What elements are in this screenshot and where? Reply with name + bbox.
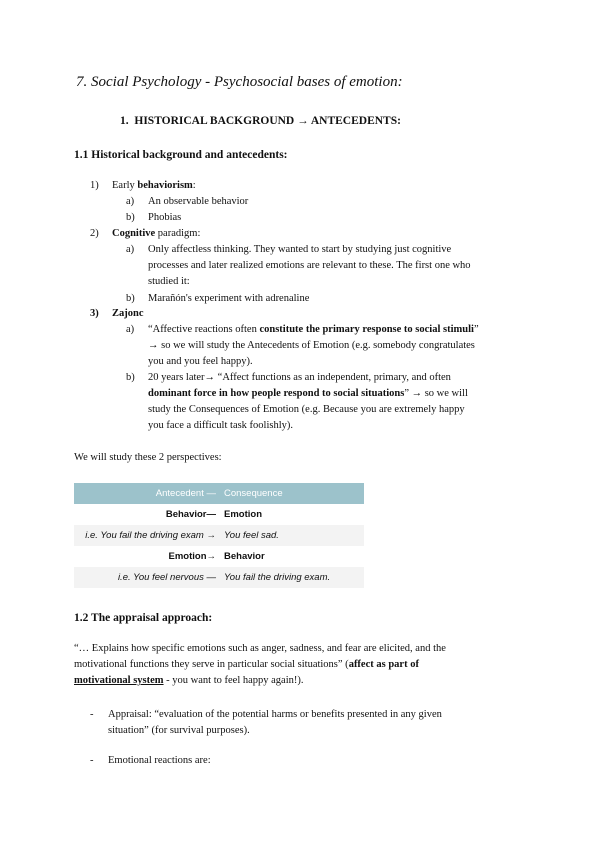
quote-line-2-bold: affect as part of bbox=[348, 659, 419, 670]
list-item-2 bbox=[90, 226, 200, 242]
list-item-1-bold: behaviorism bbox=[137, 180, 193, 191]
list-item-3a-letter: a) bbox=[126, 324, 135, 335]
list-item-2b-letter: b) bbox=[126, 293, 135, 304]
list-item-1b-text: Phobias bbox=[148, 212, 182, 223]
table-row bbox=[74, 525, 364, 546]
perspectives-intro: We will study these 2 perspectives: bbox=[74, 452, 222, 463]
list-item-3a-bold: constitute the primary response to social stimuli bbox=[259, 324, 474, 335]
list-item-1a-letter: a) bbox=[126, 196, 135, 207]
list-item-2a-line-1: Only affectless thinking. They wanted to start by studying just cognitive bbox=[148, 244, 452, 255]
list-item-3b-post: ” → so we will bbox=[404, 388, 468, 399]
table-cell: You fail the driving exam. bbox=[220, 567, 364, 588]
table-header-right: Consequence bbox=[220, 483, 364, 504]
list-item-2-post: paradigm: bbox=[155, 228, 201, 239]
list-item-3 bbox=[90, 306, 144, 322]
list-item-3b-line-3: study the Consequences of Emotion (e.g. Because you are extremely happy bbox=[148, 404, 465, 415]
list-item-3b-letter: b) bbox=[126, 372, 135, 383]
list-item-1-number: 1) bbox=[90, 180, 99, 191]
list-item-3a-post: ” bbox=[473, 324, 479, 335]
list-item-3b-line-1: 20 years later→ “Affect functions as an independent, primary, and often bbox=[148, 372, 451, 383]
list-item-2-number: 2) bbox=[90, 228, 99, 239]
bullet-1-line-1: Appraisal: “evaluation of the potential harms or benefits presented in any given bbox=[108, 709, 442, 720]
list-item-3a-line-3: you and you feel happy). bbox=[148, 356, 253, 367]
quote-line-1: “… Explains how specific emotions such as anger, sadness, and fear are elicited, and the bbox=[74, 643, 446, 654]
table-cell: Behavior— bbox=[165, 509, 216, 520]
quote-line-3 bbox=[74, 673, 304, 689]
list-item-2a-letter: a) bbox=[126, 244, 135, 255]
list-item-3-bold: Zajonc bbox=[112, 308, 144, 319]
list-item-1a-text: An observable behavior bbox=[148, 196, 249, 207]
table-header-row bbox=[74, 483, 364, 504]
list-item-2b bbox=[126, 291, 309, 307]
table-row bbox=[74, 546, 364, 567]
list-item-1-pre: Early bbox=[112, 180, 138, 191]
list-item-2b-text: Marañón's experiment with adrenaline bbox=[148, 293, 310, 304]
bullet-dash-1: - bbox=[90, 709, 94, 720]
list-item-3b-line-4: you face a difficult task foolishly). bbox=[148, 420, 294, 431]
table-cell: i.e. You fail the driving exam → bbox=[74, 525, 220, 546]
list-item-2a-line-2: processes and later realized emotions are relevant to these. The first one who bbox=[148, 260, 471, 271]
bullet-1-line-2: situation” (for survival purposes). bbox=[108, 725, 250, 736]
list-item-2a bbox=[126, 242, 451, 258]
quote-line-3-text: - you want to feel happy again!). bbox=[163, 675, 304, 686]
list-item-1b-letter: b) bbox=[126, 212, 135, 223]
list-item-2-bold: Cognitive bbox=[112, 228, 156, 239]
table-cell: You feel sad. bbox=[220, 525, 364, 546]
bullet-dash-2: - bbox=[90, 755, 94, 766]
page-title: 7. Social Psychology - Psychosocial bases of emotion: bbox=[76, 74, 403, 90]
bullet-2: Emotional reactions are: bbox=[108, 755, 211, 766]
quote-line-2-text: motivational functions they serve in particular social situations” ( bbox=[74, 659, 349, 670]
list-item-3a bbox=[126, 322, 479, 338]
table-row bbox=[74, 504, 364, 525]
list-item-3b-bold: dominant force in how people respond to social situations bbox=[148, 388, 405, 399]
subsection-1-2-heading: 1.2 The appraisal approach: bbox=[74, 612, 213, 624]
quote-line-2 bbox=[74, 657, 419, 673]
subsection-1-1-heading: 1.1 Historical background and antecedents: bbox=[74, 149, 288, 161]
quote-line-3-underlined: motivational system bbox=[74, 675, 164, 686]
list-item-3-number: 3) bbox=[90, 308, 99, 319]
table-cell: Behavior bbox=[224, 551, 265, 562]
perspectives-table bbox=[74, 483, 364, 588]
list-item-3b bbox=[126, 370, 451, 386]
section-1-heading bbox=[120, 115, 401, 127]
table-cell: i.e. You feel nervous — bbox=[74, 567, 220, 588]
table-header-left: Antecedent — bbox=[74, 483, 220, 504]
section-1-title: HISTORICAL BACKGROUND → ANTECEDENTS: bbox=[134, 115, 401, 127]
list-item-3b-line-2 bbox=[148, 386, 468, 402]
list-item-1 bbox=[90, 178, 196, 194]
list-item-1b bbox=[126, 210, 181, 226]
list-item-1a bbox=[126, 194, 248, 210]
list-item-2a-line-3: studied it: bbox=[148, 276, 190, 287]
table-row bbox=[74, 567, 364, 588]
section-1-number: 1. bbox=[120, 115, 129, 127]
table-cell: Emotion bbox=[224, 509, 262, 520]
table-cell: Emotion→ bbox=[168, 551, 216, 562]
list-item-1-post: : bbox=[192, 180, 196, 191]
list-item-3a-pre: “Affective reactions often bbox=[148, 324, 260, 335]
list-item-3a-line-2: → so we will study the Antecedents of Emotion (e.g. somebody congratulates bbox=[148, 340, 475, 351]
